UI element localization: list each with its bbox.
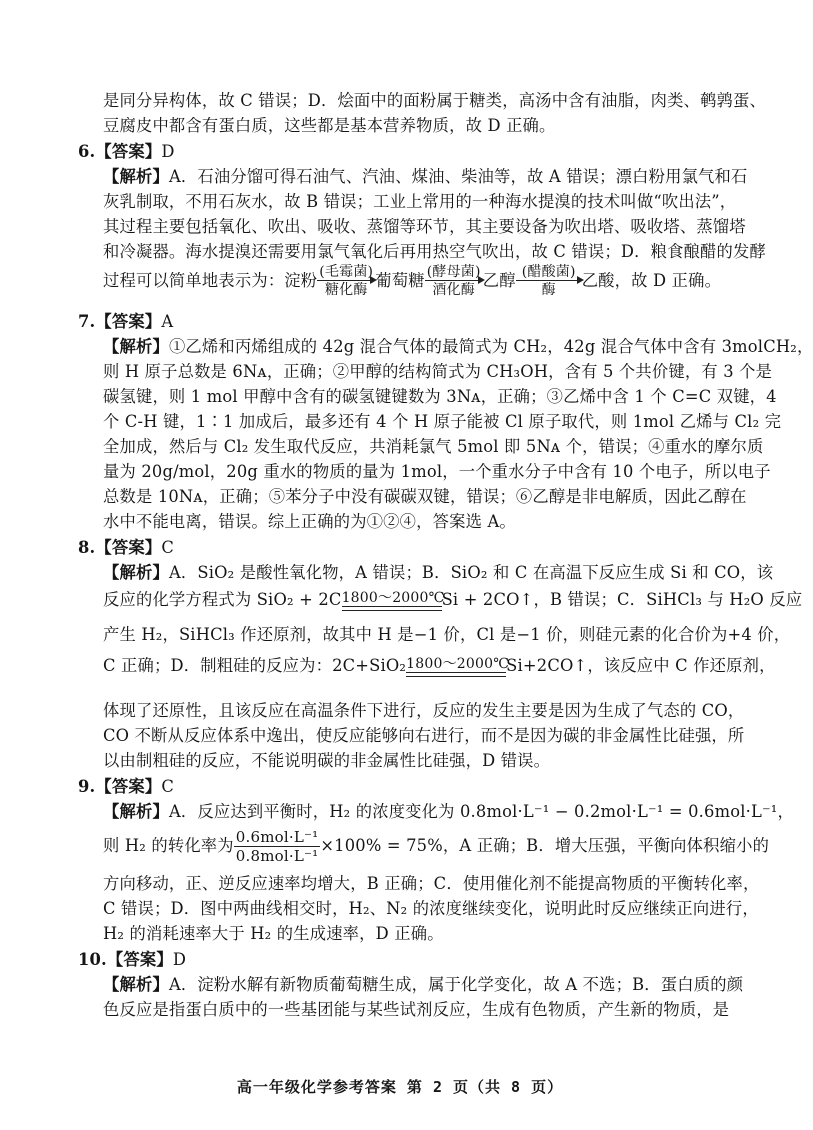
section-label: 8.【答案】: [78, 538, 162, 557]
text-segment: 则 H₂ 的转化率为: [103, 836, 234, 855]
arrow-condition-bottom: 酶: [541, 282, 556, 298]
text-line: 量为 20g/mol，20g 重水的物质的量为 1mol，一个重水分子中含有 10 个电子，所以电子: [103, 462, 771, 481]
reaction-arrow: [516, 264, 582, 299]
section-label: 【解析】: [103, 563, 169, 582]
text-line: 个 C-H 键，1∶1 加成后，最多还有 4 个 H 原子能被 Cl 原子取代，则 1mol 乙烯与 Cl₂ 完: [103, 412, 782, 431]
text-segment: 反应的化学方程式为 SiO₂ + 2C: [103, 590, 342, 609]
text-line: 碳氢键，则 1 mol 甲醇中含有的碳氢键键数为 3Nᴀ，正确；③乙烯中含 1 个 C=C 双键，4: [103, 387, 777, 406]
question-9-answer: 9.【答案】C: [78, 777, 174, 796]
silicon-equation-2: [103, 647, 776, 685]
arrow-condition-top: (酵母菌): [426, 264, 481, 280]
text-segment: C 正确；D．制粗硅的反应为：2C+SiO₂: [103, 656, 407, 675]
text-line: 【解析】A．反应达到平衡时，H₂ 的浓度变化为 0.8mol·L⁻¹ − 0.2mol·L⁻¹ = 0.6mol·L⁻¹，: [103, 802, 795, 821]
conversion-rate-equation: [103, 823, 770, 869]
text-line: 体现了还原性，且该反应在高温条件下进行，反应的发生主要是因为生成了气态的 CO，: [103, 701, 745, 720]
text-line: 和冷凝器。海水提溴还需要用氯气氧化后再用热空气吹出，故 C 错误；D．粮食酿醋的发酵: [103, 242, 766, 261]
text-segment: Si+2CO↑，该反应中 C 作还原剂，: [506, 656, 776, 675]
text-line: 【解析】①乙烯和丙烯组成的 42g 混合气体的最简式为 CH₂，42g 混合气体中含有 3molCH₂，: [103, 337, 813, 356]
text-segment: 葡萄糖: [375, 271, 425, 290]
condition-text: 1800～2000℃: [341, 590, 445, 606]
fermentation-equation: [103, 260, 731, 302]
page-footer: 高一年级化学参考答案 第 2 页（共 8 页）: [236, 1078, 564, 1096]
fraction: [234, 828, 321, 865]
text-line: C 错误；D．图中两曲线相交时，H₂、N₂ 的浓度继续变化，说明此时反应继续正向进行，: [103, 899, 759, 918]
text-line: 其过程主要包括氧化、吹出、吸收、蒸馏等环节，其主要设备为吹出塔、吸收塔、蒸馏塔: [103, 217, 746, 236]
section-label: 【解析】: [103, 167, 169, 186]
arrow-condition-bottom: 酒化酶: [432, 282, 476, 298]
condition-text: 1800～2000℃: [406, 656, 510, 672]
question-8-answer: 8.【答案】C: [78, 538, 174, 557]
section-label: 7.【答案】: [78, 312, 162, 331]
section-label: 【解析】: [103, 975, 169, 994]
text-line: 全加成，然后与 Cl₂ 发生取代反应，共消耗氯气 5mol 即 5Nᴀ 个，错误；④重水的摩尔质: [103, 437, 764, 456]
text-segment: 过程可以简单地表示为：淀粉: [103, 271, 318, 290]
text-line: 【解析】A．石油分馏可得石油气、汽油、煤油、柴油等，故 A 错误；漂白粉用氯气和石: [103, 167, 748, 186]
fraction-numerator: 0.6mol·L⁻¹: [235, 828, 319, 846]
text-line: 【解析】A．淀粉水解有新物质葡萄糖生成，属于化学变化，故 A 不选；B．蛋白质的颜: [103, 975, 744, 994]
text-line: 豆腐皮中都含有蛋白质，这些都是基本营养物质，故 D 正确。: [103, 116, 556, 135]
text-line: 【解析】A．SiO₂ 是酸性氧化物，A 错误；B．SiO₂ 和 C 在高温下反应生成 Si 和 CO，该: [103, 563, 774, 582]
section-label: 【解析】: [103, 337, 169, 356]
text-line: CO 不断从反应体系中逸出，使反应能够向右进行，而不是因为碳的非金属性比硅强，所: [103, 726, 745, 745]
text-line: H₂ 的消耗速率大于 H₂ 的生成速率，D 正确。: [103, 924, 444, 943]
text-line: 灰乳制取，不用石灰水，故 B 错误；工业上常用的一种海水提溴的技术叫做“吹出法”，: [103, 192, 737, 211]
text-line: 方向移动，正、逆反应速率均增大，B 正确；C．使用催化剂不能提高物质的平衡转化率，: [103, 874, 760, 893]
question-10-answer: 10.【答案】D: [78, 950, 187, 969]
question-7-answer: 7.【答案】A: [78, 312, 174, 331]
section-label: 9.【答案】: [78, 777, 162, 796]
arrow-condition-top: (醋酸菌): [521, 264, 576, 280]
text-segment: 乙醇: [482, 271, 516, 290]
question-6-answer: 6.【答案】D: [78, 142, 175, 161]
text-line: 产生 H₂，SiHCl₃ 作还原剂，故其中 H 是−1 价，Cl 是−1 价，则硅元素的化合价为+4 价，: [103, 625, 791, 644]
equation-condition: [341, 590, 445, 611]
text-line: 则 H 原子总数是 6Nᴀ，正确；②甲醇的结构简式为 CH₃OH，含有 5 个共价键，有 3 个是: [103, 362, 773, 381]
arrow-condition-bottom: 糖化酶: [324, 282, 368, 298]
section-label: 【解析】: [103, 802, 169, 821]
arrow-condition-top: (毛霉菌): [319, 264, 374, 280]
silicon-equation-1: [103, 582, 803, 618]
text-line: 水中不能电离，错误。综上正确的为①②④，答案选 A。: [103, 512, 516, 531]
text-segment: 乙酸，故 D 正确。: [581, 271, 722, 290]
section-label: 6.【答案】: [78, 142, 162, 161]
text-segment: Si + 2CO↑，B 错误；C．SiHCl₃ 与 H₂O 反应: [441, 590, 803, 609]
text-segment: ×100% = 75%，A 正确；B．增大压强，平衡向体积缩小的: [320, 836, 770, 855]
reaction-arrow: [425, 264, 483, 299]
fraction-denominator: 0.8mol·L⁻¹: [235, 847, 319, 865]
section-label: 10.【答案】: [78, 950, 173, 969]
reaction-arrow: [317, 264, 375, 299]
text-line: 总数是 10Nᴀ，正确；⑤苯分子中没有碳碳双键，错误；⑥乙醇是非电解质，因此乙醇在: [103, 487, 747, 506]
text-line: 以由制粗硅的反应，不能说明碳的非金属性比硅强，D 错误。: [103, 751, 551, 770]
text-line: 色反应是指蛋白质中的一些基团能与某些试剂反应，生成有色物质，产生新的物质，是: [103, 1000, 730, 1019]
equation-condition: [406, 656, 510, 677]
text-line: 是同分异构体，故 C 错误；D．烩面中的面粉属于糖类，高汤中含有油脂，肉类、鹌鹑蛋、: [103, 91, 766, 110]
